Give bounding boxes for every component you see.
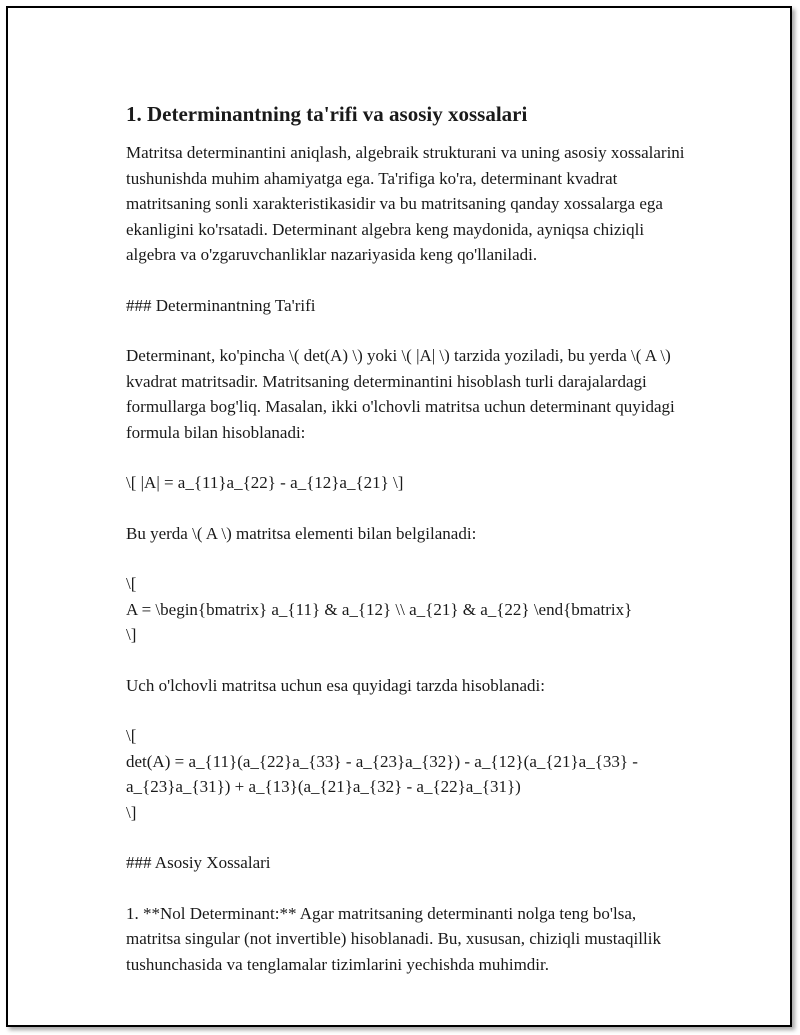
document-body: [126, 100, 686, 1002]
page: [6, 6, 792, 1027]
section-heading-properties: ### Asosiy Xossalari: [126, 853, 271, 872]
formula-2x2: \[ |A| = a_{11}a_{22} - a_{12}a_{21} \]: [126, 473, 404, 492]
matrix-intro-paragraph: Bu yerda \( A \) matritsa elementi bilan belgilanadi:: [126, 523, 477, 543]
document-title: 1. Determinantning ta'rifi va asosiy xossalari: [126, 102, 528, 126]
matrix-formula: \[ A = \begin{bmatrix} a_{11} & a_{12} \\ a_{21} & a_{22} \end{bmatrix} \]: [126, 574, 633, 644]
section-heading-definition: ### Determinantning Ta'rifi: [126, 295, 316, 315]
formula-3x3: \[ det(A) = a_{11}(a_{22}a_{33} - a_{23}a_{32}) - a_{12}(a_{21}a_{33} - a_{23}a_{31}) + a_{13}(a_{21}a_{32} - a_{22}a_{31}) \]: [126, 726, 638, 822]
intro-paragraph: Matritsa determinantini aniqlash, algebraik strukturani va uning asosiy xossalarini tushunishda muhim ahamiyatga ega. Ta'rifiga ko'ra, determinant kvadrat matritsaning sonli xarakteristikasidir va bu matritsaning qanday xossalarga ega ekanligini ko'rsatadi. Determinant algebra keng maydonida, ayniqsa chiziqli algebra va o'zgaruvchanliklar nazariyasida keng qo'llaniladi.: [126, 143, 685, 264]
property-item-1: 1. **Nol Determinant:** Agar matritsaning determinanti nolga teng bo'lsa, matritsa singular (not invertible) hisoblanadi. Bu, xususan, chiziqli mustaqillik tushunchasida va tenglamalar tizimlarini yechishda muhimdir.: [126, 903, 661, 974]
definition-paragraph: Determinant, ko'pincha \( det(A) \) yoki \( |A| \) tarzida yoziladi, bu yerda \( A \) kvadrat matritsadir. Matritsaning determinantini hisoblash turli darajalardagi formullarga bog'liq. Masalan, ikki o'lchovli matritsa uchun determinant quyidagi formula bilan hisoblanadi:: [126, 346, 675, 442]
formula-3x3-intro: Uch o'lchovli matritsa uchun esa quyidagi tarzda hisoblanadi:: [126, 675, 545, 695]
